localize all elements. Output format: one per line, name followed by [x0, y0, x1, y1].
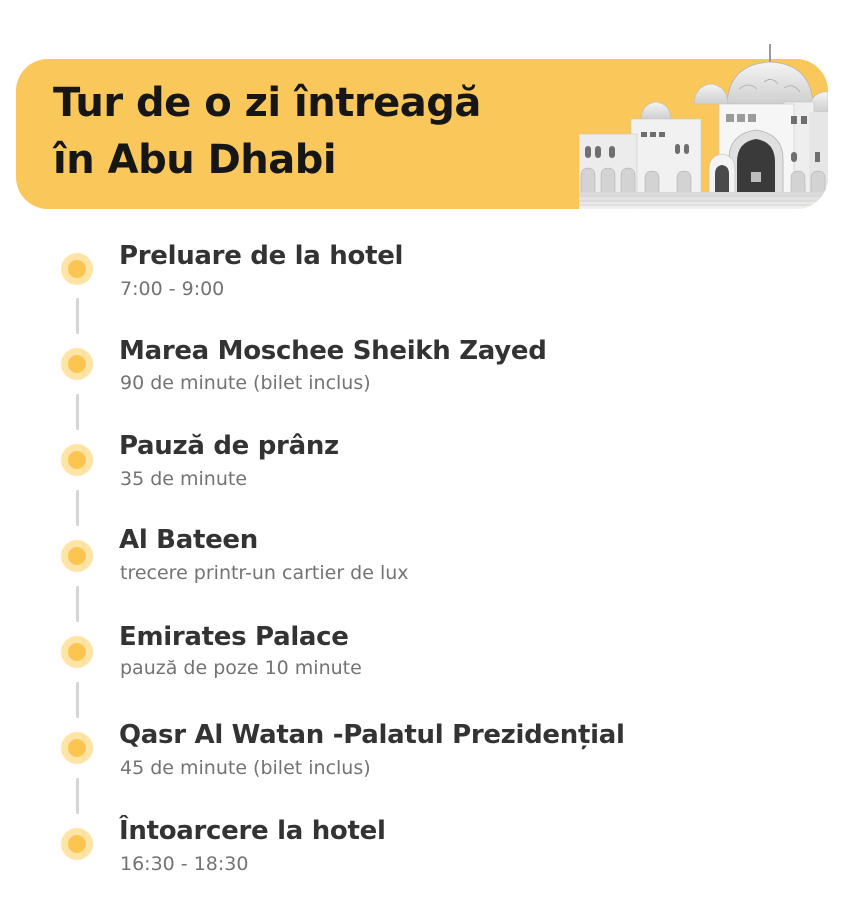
timeline-dot-icon — [61, 444, 93, 476]
stop-detail: 16:30 - 18:30 — [120, 853, 249, 875]
timeline-dot-icon — [61, 540, 93, 572]
title-line-1: Tur de o zi întreagă — [53, 80, 481, 126]
stop-title: Qasr Al Watan -Palatul Prezidențial — [119, 720, 625, 750]
stop-detail: 35 de minute — [120, 468, 248, 490]
timeline-connector — [76, 394, 79, 430]
stop-detail: 45 de minute (bilet inclus) — [120, 757, 371, 779]
stop-title: Preluare de la hotel — [119, 241, 404, 271]
stop-title: Al Bateen — [119, 525, 258, 555]
stop-detail: 90 de minute (bilet inclus) — [120, 372, 371, 394]
timeline-connector — [76, 682, 79, 718]
timeline-connector — [76, 298, 79, 334]
stop-title: Marea Moschee Sheikh Zayed — [119, 336, 547, 366]
stop-detail: 7:00 - 9:00 — [120, 278, 225, 300]
timeline-dot-icon — [61, 828, 93, 860]
timeline-dot-icon — [61, 253, 93, 285]
title-line-2: în Abu Dhabi — [53, 137, 337, 183]
timeline-dot-icon — [61, 636, 93, 668]
stop-title: Pauză de prânz — [119, 431, 339, 461]
stop-title: Întoarcere la hotel — [119, 816, 386, 846]
stop-detail: trecere printr-un cartier de lux — [120, 562, 409, 584]
timeline-dot-icon — [61, 732, 93, 764]
timeline-connector — [76, 586, 79, 622]
timeline-connector — [76, 490, 79, 526]
timeline-connector — [76, 778, 79, 814]
timeline-dot-icon — [61, 348, 93, 380]
stop-title: Emirates Palace — [119, 622, 349, 652]
stop-detail: pauză de poze 10 minute — [120, 657, 362, 679]
